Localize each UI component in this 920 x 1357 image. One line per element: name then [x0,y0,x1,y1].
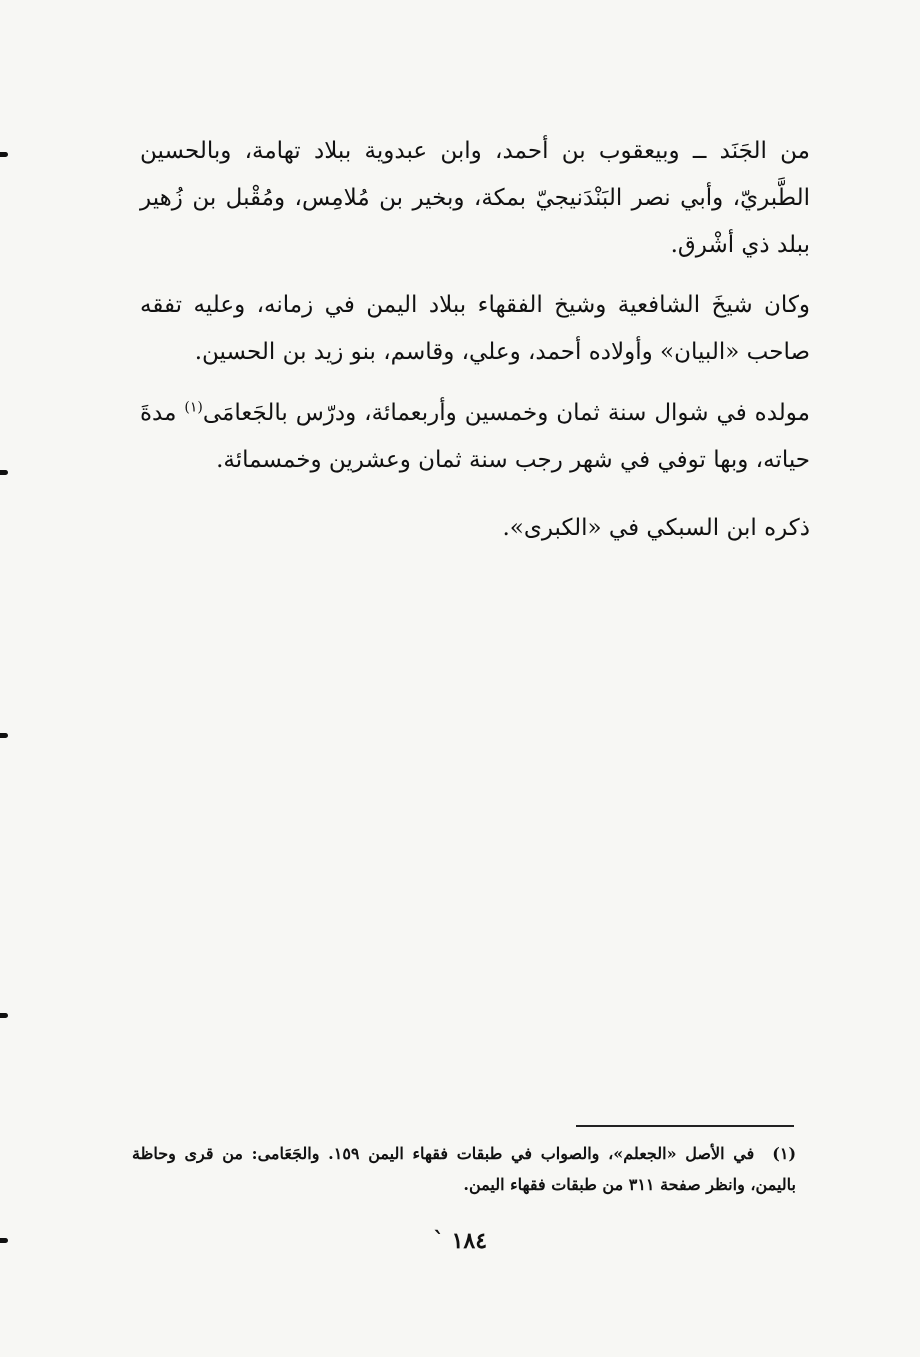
footnote-divider [576,1125,794,1127]
binding-mark [0,470,8,475]
binding-mark [0,152,8,157]
footnote-text: في الأصل «الجعلم»، والصواب في طبقات فقهاء اليمن ١٥٩. والجَعَامى: من قرى وحاظة باليمن، وانظر صفحة ٣١١ من طبقات فقهاء اليمن. [132,1144,796,1194]
footnote-reference: (١) [184,399,203,416]
binding-mark [0,733,8,738]
paragraph-status: وكان شيخَ الشافعية وشيخ الفقهاء ببلاد اليمن في زمانه، وعليه تفقه صاحب «البيان» وأولاده أحمد، وعلي، وقاسم، بنو زيد بن الحسين. [140,292,810,365]
page-number: ١٨٤ ` [432,1228,488,1254]
paragraph-death-text: مدةَ حياته، وبها توفي في شهر رجب سنة ثمان وعشرين وخمسمائة. [140,400,810,473]
paragraph-teachers: من الجَنَد ــ وبيعقوب بن أحمد، وابن عبدوية ببلاد تهامة، وبالحسين الطَّبريّ، وأبي نصر البَنْدَنيجيّ بمكة، وبخير بن مُلامِس، ومُقْبل بن زُهير ببلد ذي أشْرق. [140,138,810,258]
footnote-number: (١) [772,1144,797,1163]
paragraph-source: ذكره ابن السبكي في «الكبرى». [502,515,810,541]
binding-mark [0,1013,8,1018]
footnote [132,1138,796,1200]
paragraph-birth-death [140,390,810,484]
binding-mark [0,1238,8,1243]
paragraph-birth-text: مولده في شوال سنة ثمان وخمسين وأربعمائة، ودرّس بالجَعامَى [202,400,810,426]
